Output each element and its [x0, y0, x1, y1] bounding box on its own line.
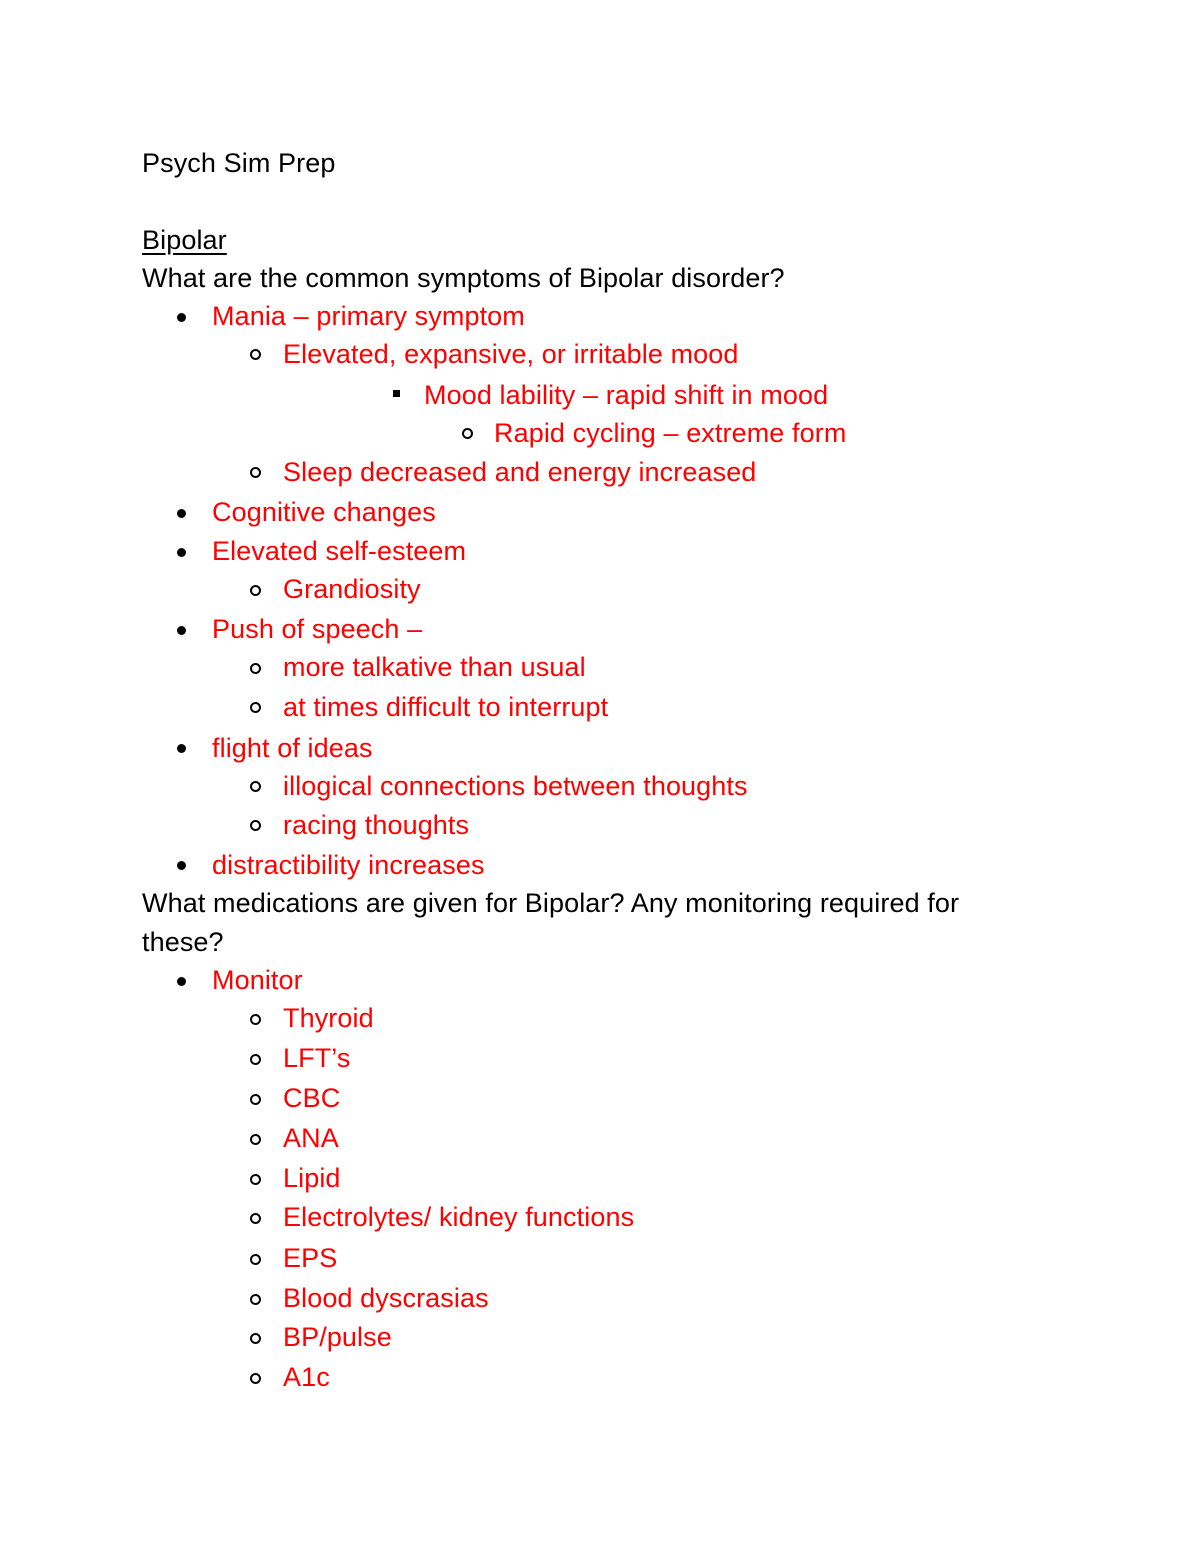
monitor-item: BP/pulse: [283, 1322, 392, 1352]
bullet-circle-icon: [250, 820, 261, 831]
bullet-circle-icon: [250, 1373, 261, 1384]
monitor-item: Blood dyscrasias: [283, 1283, 489, 1313]
monitor-item: LFT’s: [283, 1043, 351, 1073]
bullet-circle-icon: [250, 1174, 261, 1185]
question-medications-line2: these?: [142, 927, 224, 957]
bullet-circle-icon: [250, 663, 261, 674]
answer-cognitive-changes: Cognitive changes: [212, 497, 436, 527]
answer-talkative: more talkative than usual: [283, 652, 586, 682]
bullet-dot-icon: [177, 861, 186, 870]
bullet-circle-icon: [250, 1213, 261, 1224]
answer-difficult-interrupt: at times difficult to interrupt: [283, 692, 609, 722]
bullet-circle-icon: [250, 1333, 261, 1344]
bullet-dot-icon: [177, 744, 186, 753]
monitor-item: CBC: [283, 1083, 341, 1113]
answer-mania: Mania – primary symptom: [212, 301, 525, 331]
answer-illogical-connections: illogical connections between thoughts: [283, 771, 748, 801]
answer-monitor: Monitor: [212, 965, 303, 995]
monitor-item: Lipid: [283, 1163, 341, 1193]
question-medications-line1: What medications are given for Bipolar? Any monitoring required for: [142, 888, 960, 918]
bullet-square-icon: [393, 390, 400, 397]
bullet-dot-icon: [177, 313, 186, 322]
bullet-dot-icon: [177, 509, 186, 518]
bullet-circle-icon: [250, 467, 261, 478]
monitor-item: Thyroid: [283, 1003, 374, 1033]
answer-distractibility: distractibility increases: [212, 850, 485, 880]
bullet-circle-icon: [250, 585, 261, 596]
answer-mania-elevated-mood: Elevated, expansive, or irritable mood: [283, 339, 739, 369]
monitor-item: A1c: [283, 1362, 330, 1392]
bullet-circle-icon: [250, 702, 261, 713]
document-title: Psych Sim Prep: [142, 148, 336, 178]
bullet-circle-icon: [250, 1134, 261, 1145]
bullet-circle-icon: [250, 1094, 261, 1105]
answer-push-of-speech: Push of speech –: [212, 614, 423, 644]
bullet-circle-icon: [250, 1054, 261, 1065]
monitor-item: Electrolytes/ kidney functions: [283, 1202, 635, 1232]
bullet-circle-icon: [250, 781, 261, 792]
answer-rapid-cycling: Rapid cycling – extreme form: [494, 418, 847, 448]
section-heading-bipolar: Bipolar: [142, 225, 227, 255]
bullet-circle-icon: [250, 349, 261, 360]
answer-mood-lability: Mood lability – rapid shift in mood: [424, 380, 829, 410]
bullet-circle-icon: [250, 1254, 261, 1265]
bullet-dot-icon: [177, 977, 186, 986]
monitor-item: EPS: [283, 1243, 338, 1273]
bullet-circle-icon: [250, 1014, 261, 1025]
bullet-circle-icon: [462, 428, 473, 439]
bullet-circle-icon: [250, 1294, 261, 1305]
bullet-dot-icon: [177, 626, 186, 635]
monitor-item: ANA: [283, 1123, 339, 1153]
answer-flight-of-ideas: flight of ideas: [212, 733, 373, 763]
answer-sleep-energy: Sleep decreased and energy increased: [283, 457, 757, 487]
answer-self-esteem: Elevated self-esteem: [212, 536, 467, 566]
bullet-dot-icon: [177, 548, 186, 557]
answer-grandiosity: Grandiosity: [283, 574, 421, 604]
question-symptoms: What are the common symptoms of Bipolar disorder?: [142, 263, 785, 293]
answer-racing-thoughts: racing thoughts: [283, 810, 470, 840]
